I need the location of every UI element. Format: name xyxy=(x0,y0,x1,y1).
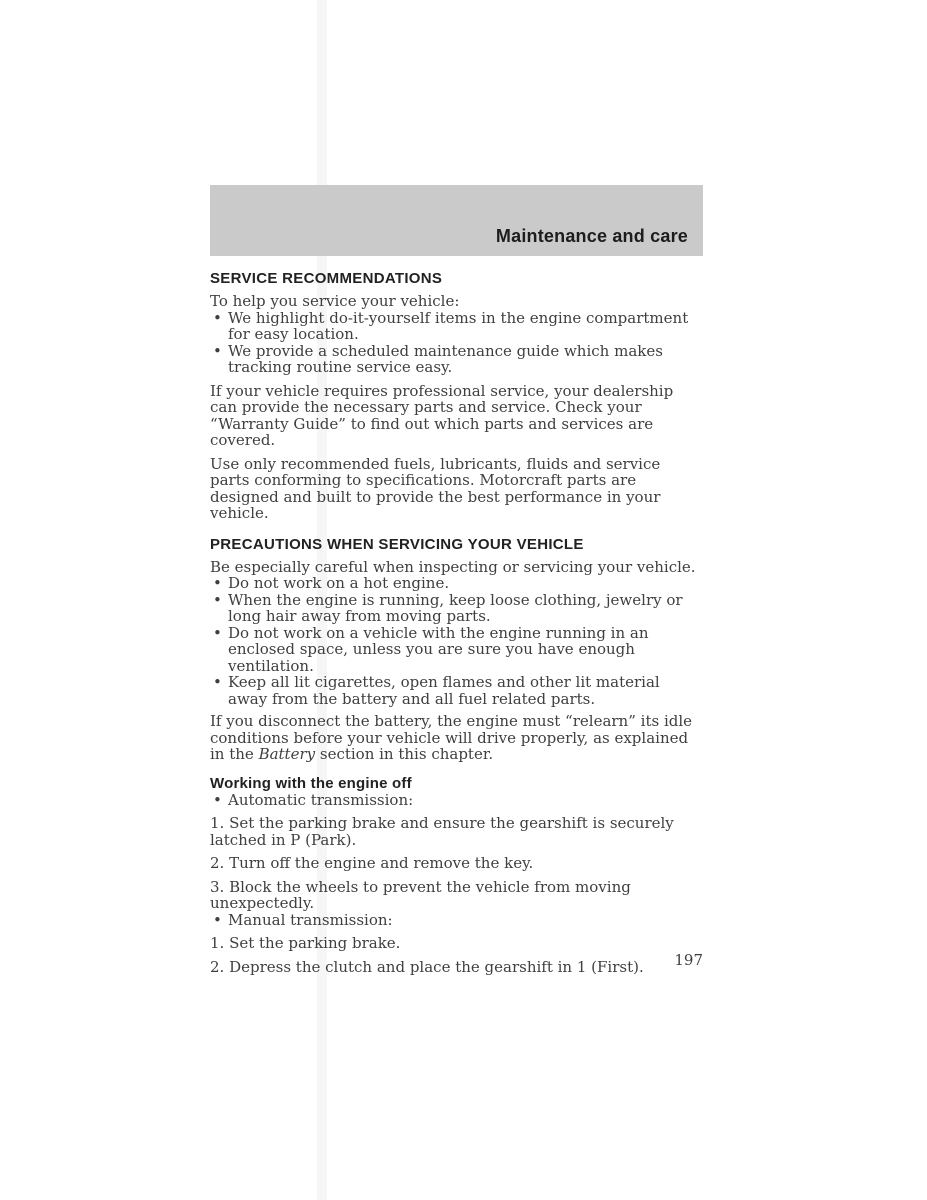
bullet-marker: • xyxy=(213,574,222,592)
chapter-banner xyxy=(210,185,703,256)
bullet-item xyxy=(210,625,703,675)
bullet-text: Keep all lit cigarettes, open flames and other lit material away from the battery and all fuel related parts. xyxy=(228,673,660,708)
bullet-marker: • xyxy=(213,910,222,929)
bullet-item xyxy=(210,592,703,625)
bullet-text: Do not work on a vehicle with the engine running in an enclosed space, unless you are sure you have enough ventilation. xyxy=(228,623,649,675)
section-heading-service: SERVICE RECOMMENDATIONS xyxy=(210,270,443,287)
step-item: 2. Turn off the engine and remove the key. xyxy=(210,854,534,872)
bullet-item xyxy=(210,792,703,809)
page-content xyxy=(210,271,703,975)
battery-note-pre: If you disconnect the battery, the engine must “relearn” its idle conditions before your vehicle will drive properly, as explained in the xyxy=(210,712,693,763)
step-item: 1. Set the parking brake and ensure the gearshift is securely latched in P (Park). xyxy=(210,814,674,849)
paragraph: If your vehicle requires professional service, your dealership can provide the necessary parts and service. Check your “Warranty Guide” to find out which parts and services are covered. xyxy=(210,381,674,449)
chapter-title: Maintenance and care xyxy=(495,226,688,246)
bullet-marker: • xyxy=(213,590,222,609)
subsection-heading-engine-off: Working with the engine off xyxy=(210,774,412,792)
bullet-item xyxy=(210,343,703,376)
bullet-marker: • xyxy=(213,341,222,360)
paragraph: Be especially careful when inspecting or servicing your vehicle. xyxy=(210,557,696,576)
battery-note-italic: Battery xyxy=(258,745,316,763)
battery-note-post: section in this chapter. xyxy=(315,745,494,763)
bullet-text: Manual transmission: xyxy=(228,910,393,929)
paragraph: To help you service your vehicle: xyxy=(210,292,460,310)
bullet-text: We provide a scheduled maintenance guide which makes tracking routine service easy. xyxy=(228,341,663,376)
page-number: 197 xyxy=(674,951,703,969)
paragraph-battery-note xyxy=(210,713,703,763)
bullet-item xyxy=(210,310,703,343)
bullet-text: We highlight do-it-yourself items in the engine compartment for easy location. xyxy=(228,308,689,343)
bullet-marker: • xyxy=(213,623,222,642)
bullet-marker: • xyxy=(213,673,222,691)
bullet-marker: • xyxy=(213,790,222,809)
bullet-item xyxy=(210,575,703,592)
bullet-marker: • xyxy=(213,308,222,327)
step-item: 3. Block the wheels to prevent the vehicle from moving unexpectedly. xyxy=(210,877,631,912)
bullet-item xyxy=(210,674,703,707)
step-item: 1. Set the parking brake. xyxy=(210,934,401,952)
section-heading-precautions: PRECAUTIONS WHEN SERVICING YOUR VEHICLE xyxy=(210,535,584,553)
bullet-text: Do not work on a hot engine. xyxy=(228,574,450,592)
bullet-text: When the engine is running, keep loose clothing, jewelry or long hair away from moving parts. xyxy=(228,590,683,625)
paragraph: Use only recommended fuels, lubricants, fluids and service parts conforming to specifications. Motorcraft parts are designed and built to provide the best performance in your vehicle. xyxy=(210,454,661,522)
bullet-text: Automatic transmission: xyxy=(228,790,414,809)
step-item: 2. Depress the clutch and place the gearshift in 1 (First). xyxy=(210,957,644,976)
bullet-item xyxy=(210,912,703,929)
